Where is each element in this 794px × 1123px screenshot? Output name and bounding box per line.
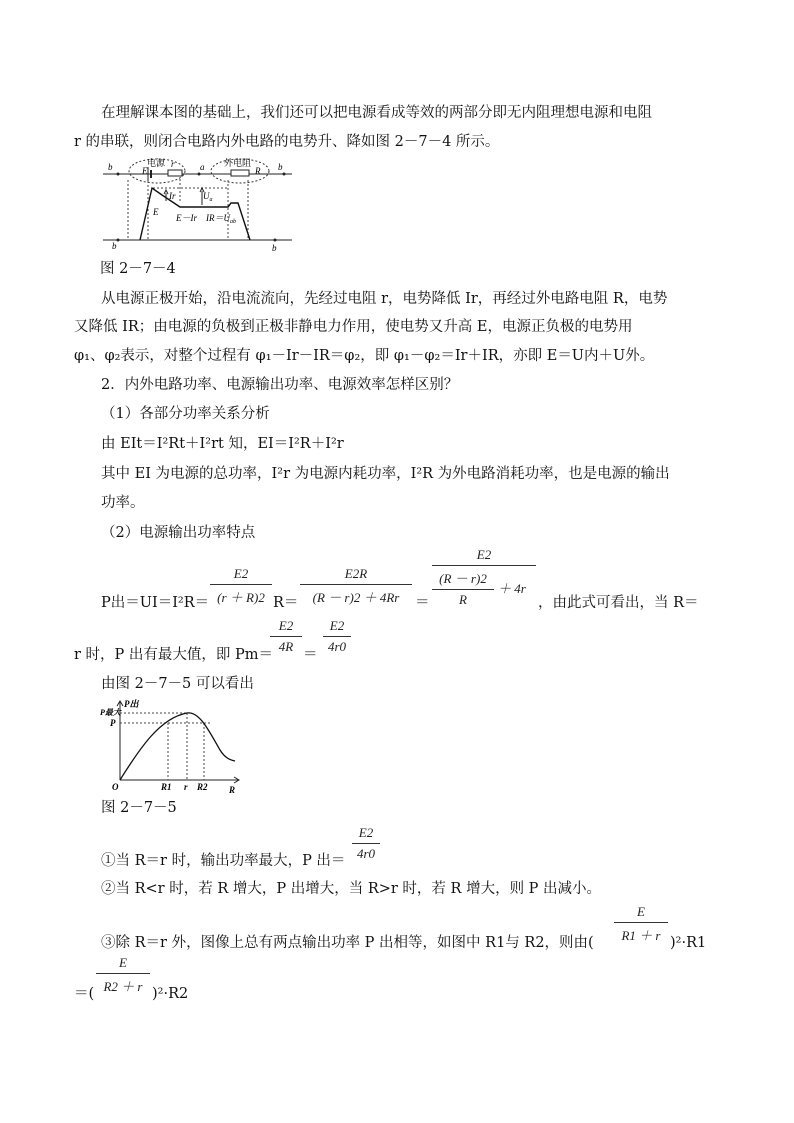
potential-diagram bbox=[100, 155, 295, 255]
eq3-f2-denominator: 4r0 bbox=[327, 639, 347, 654]
eq3-f1-numerator: E2 bbox=[278, 618, 294, 633]
x-axis-label: R bbox=[229, 785, 236, 795]
item1-denominator: 4r0 bbox=[356, 846, 376, 861]
y-axis-label: P出 bbox=[124, 699, 139, 709]
subheading-1: （1）各部分功率关系分析 bbox=[101, 406, 270, 422]
para1-line1: 在理解课本图的基础上，我们还可以把电源看成等效的两部分即无内阻理想电源和电阻 bbox=[101, 105, 652, 121]
label-b-left: b bbox=[108, 162, 113, 172]
label-E-Ir: E－Ir bbox=[176, 213, 197, 223]
power-curve-graph bbox=[100, 698, 245, 795]
eq3-fraction-1 bbox=[270, 618, 302, 655]
label-a: a bbox=[200, 162, 205, 172]
figure2-intro: 由图 2－7－5 可以看出 bbox=[101, 676, 254, 692]
item3-denominator: R1 ＋ r bbox=[621, 928, 661, 943]
item3-line2-numerator: E bbox=[119, 955, 127, 970]
p-label: P bbox=[110, 718, 116, 728]
eq2-lead: P出＝UI＝I²R＝ bbox=[101, 595, 210, 611]
item-2: ②当 R<r 时，若 R 增大，P 出增大，当 R>r 时，若 R 增大，则 P 出减小。 bbox=[101, 881, 602, 897]
eq2-tail: ，由此式可看出，当 R＝ bbox=[538, 595, 699, 611]
figure1-caption: 图 2－7－4 bbox=[100, 261, 176, 277]
origin-label: O bbox=[112, 782, 119, 792]
label-b-bottom-left: b bbox=[112, 241, 117, 251]
label-b-bottom-right: b bbox=[272, 243, 277, 253]
eq2-f1-denominator: (r ＋ R)2 bbox=[217, 590, 265, 605]
para1-line2: r 的串联，则闭合电路内外电路的电势升、降如图 2－7－4 所示。 bbox=[74, 134, 500, 150]
label-b-right-top: b bbox=[278, 162, 283, 172]
eq2-fraction-1 bbox=[210, 566, 272, 606]
item-1: ①当 R＝r 时，输出功率最大，P 出＝ bbox=[101, 853, 346, 869]
item3-fraction bbox=[614, 904, 668, 944]
item-3: ③除 R＝r 外，图像上总有两点输出功率 P 出相等，如图中 R1与 R2，则由( bbox=[101, 935, 594, 951]
label-source: 电源 bbox=[147, 158, 166, 168]
eq2-f2-numerator: E2R bbox=[344, 566, 368, 581]
para2-line1: 从电源正极开始，沿电流流向，先经过电阻 r，电势降低 Ir，再经过外电路电阻 R，电势 bbox=[101, 291, 668, 307]
eq3-mid: ＝ bbox=[303, 647, 318, 663]
eq2-f3-numerator: E2 bbox=[476, 547, 492, 562]
item3-line2-fraction bbox=[96, 955, 150, 995]
para3-line1: 其中 EI 为电源的总功率，I²r 为电源内耗功率，I²R 为外电路消耗功率，也是电源的输出 bbox=[101, 466, 670, 482]
tick-R1: R1 bbox=[161, 782, 172, 792]
eq3-f1-denominator: 4R bbox=[278, 639, 294, 654]
tick-R2: R2 bbox=[197, 782, 208, 792]
eq2-mid2: ＝ bbox=[415, 595, 430, 611]
eq3-fraction-2 bbox=[323, 618, 351, 655]
label-E: E bbox=[153, 207, 159, 217]
eq2-fraction-2 bbox=[300, 566, 412, 606]
eq3-lead: r 时，P 出有最大值，即 Pm＝ bbox=[74, 647, 274, 663]
label-E-top: E bbox=[142, 166, 148, 176]
eq2-f1-numerator: E2 bbox=[233, 566, 249, 581]
eq2-f2-denominator: (R － r)2 ＋ 4Rr bbox=[312, 590, 400, 605]
figure2-caption: 图 2－7－5 bbox=[101, 800, 177, 816]
item3-tail: )²·R1 bbox=[670, 935, 707, 951]
eq2-f3-inner-denominator: R bbox=[459, 592, 467, 607]
item3-line2-lead: ＝( bbox=[74, 986, 95, 1002]
para2-line3: φ₁、φ₂表示，对整个过程有 φ₁－Ir－IR＝φ₂，即 φ₁－φ₂＝Ir＋IR，亦即 E＝U内＋U外。 bbox=[74, 348, 655, 364]
eq2-fraction-3 bbox=[432, 547, 536, 610]
item3-line2-denominator: R2 ＋ r bbox=[103, 979, 143, 994]
eq2-mid1: R＝ bbox=[273, 595, 299, 611]
label-IR-U: $IR=U_{ab}$ bbox=[206, 213, 236, 225]
label-r-top: r bbox=[171, 159, 175, 169]
tick-r: r bbox=[184, 782, 188, 792]
item3-numerator: E bbox=[637, 904, 645, 919]
item1-fraction bbox=[352, 825, 380, 862]
equation-1: 由 EIt＝I²Rt＋I²rt 知，EI＝I²R＋I²r bbox=[101, 436, 344, 452]
para2-line2: 又降低 IR；由电源的负极到正极非静电力作用，使电势又升高 E，电源正负极的电势用 bbox=[74, 319, 633, 335]
label-external: 外电阻 bbox=[224, 158, 252, 168]
label-U: $U_a$ bbox=[203, 191, 213, 203]
eq2-f3-inner-numerator: (R － r)2 bbox=[439, 571, 487, 586]
subheading-2: （2）电源输出功率特点 bbox=[101, 525, 256, 541]
label-Ir: Ir bbox=[169, 191, 176, 201]
eq3-f2-numerator: E2 bbox=[329, 618, 345, 633]
item3-line2-tail: )²·R2 bbox=[152, 986, 189, 1002]
para3-line2: 功率。 bbox=[101, 495, 145, 511]
question-2: 2．内外电路功率、电源输出功率、电源效率怎样区别？ bbox=[101, 377, 459, 393]
item1-numerator: E2 bbox=[358, 825, 374, 840]
eq2-f3-inner-fraction bbox=[432, 568, 494, 608]
ymax-label: P最大 bbox=[100, 708, 121, 717]
label-R-top: R bbox=[255, 166, 261, 176]
eq2-f3-plus: ＋ 4r bbox=[498, 581, 526, 596]
